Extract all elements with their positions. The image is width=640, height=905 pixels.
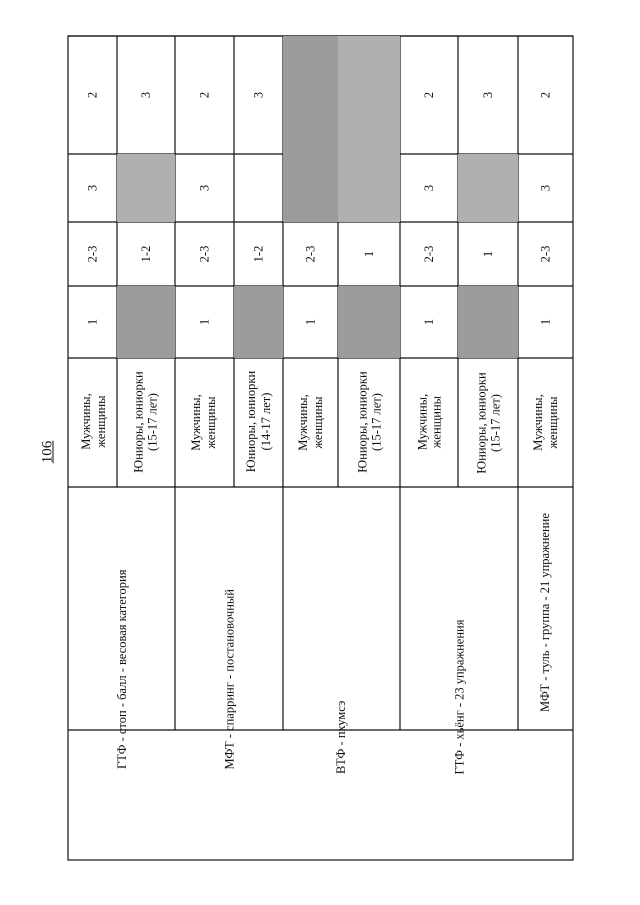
value-cell: 2-3 bbox=[85, 245, 100, 263]
group-label: Мужчины, женщины bbox=[531, 394, 560, 451]
value-cell: 3 bbox=[251, 91, 266, 99]
value-cell: 1 bbox=[85, 318, 100, 326]
group-label: Мужчины, женщины bbox=[296, 394, 325, 451]
shaded-cell bbox=[283, 36, 338, 222]
value-cell: 2 bbox=[538, 91, 553, 99]
value-cell: 2-3 bbox=[197, 245, 212, 263]
sports-table bbox=[68, 36, 573, 860]
group-label: Юниоры, юниорки (15-17 лет) bbox=[355, 371, 384, 473]
value-cell: 3 bbox=[480, 91, 495, 99]
group-label: Мужчины, женщины bbox=[79, 393, 108, 450]
value-cell: 1 bbox=[197, 318, 212, 326]
value-cell: 3 bbox=[85, 184, 100, 192]
value-cell: 1 bbox=[538, 318, 553, 326]
value-cell: 1 bbox=[303, 318, 318, 326]
value-cell: 3 bbox=[538, 184, 553, 192]
page-number: 106 bbox=[39, 440, 56, 464]
value-cell: 1-2 bbox=[251, 245, 266, 263]
value-cell: 2 bbox=[197, 91, 212, 99]
shaded-cell bbox=[338, 36, 400, 222]
discipline-label: ГТФ - хьёнг - 23 упражнения bbox=[452, 619, 467, 775]
value-cell: 1 bbox=[480, 250, 495, 258]
value-cell: 1-2 bbox=[138, 245, 153, 263]
shaded-cell bbox=[458, 154, 518, 222]
group-label: Юниоры, юниорки (15-17 лет) bbox=[474, 372, 503, 474]
group-label: Мужчины, женщины bbox=[415, 393, 444, 451]
discipline-label: МФТ - туль - группа - 21 упражнение bbox=[538, 513, 553, 712]
group-label: Мужчины, женщины bbox=[189, 394, 218, 451]
discipline-label: МФТ - спарринг - постановочный bbox=[222, 589, 237, 770]
value-cell: 3 bbox=[197, 184, 212, 192]
discipline-label: ГТФ - стоп - балл - весовая категория bbox=[115, 569, 130, 769]
value-cell: 2 bbox=[85, 91, 100, 99]
value-cell: 1 bbox=[361, 250, 376, 258]
value-cell: 2-3 bbox=[538, 245, 553, 263]
shaded-cell bbox=[338, 286, 400, 358]
group-label: Юниоры, юниорки (14-17 лет) bbox=[244, 370, 273, 473]
value-cell: 2-3 bbox=[421, 245, 436, 263]
value-cell: 2 bbox=[421, 91, 436, 99]
value-cell: 3 bbox=[138, 91, 153, 99]
value-cell: 1 bbox=[421, 318, 436, 326]
value-cell: 2-3 bbox=[303, 245, 318, 263]
discipline-label: ВТФ - пхумсэ bbox=[334, 700, 349, 774]
value-cell: 3 bbox=[421, 184, 436, 192]
group-label: Юниоры, юниорки (15-17 лет) bbox=[131, 371, 160, 473]
